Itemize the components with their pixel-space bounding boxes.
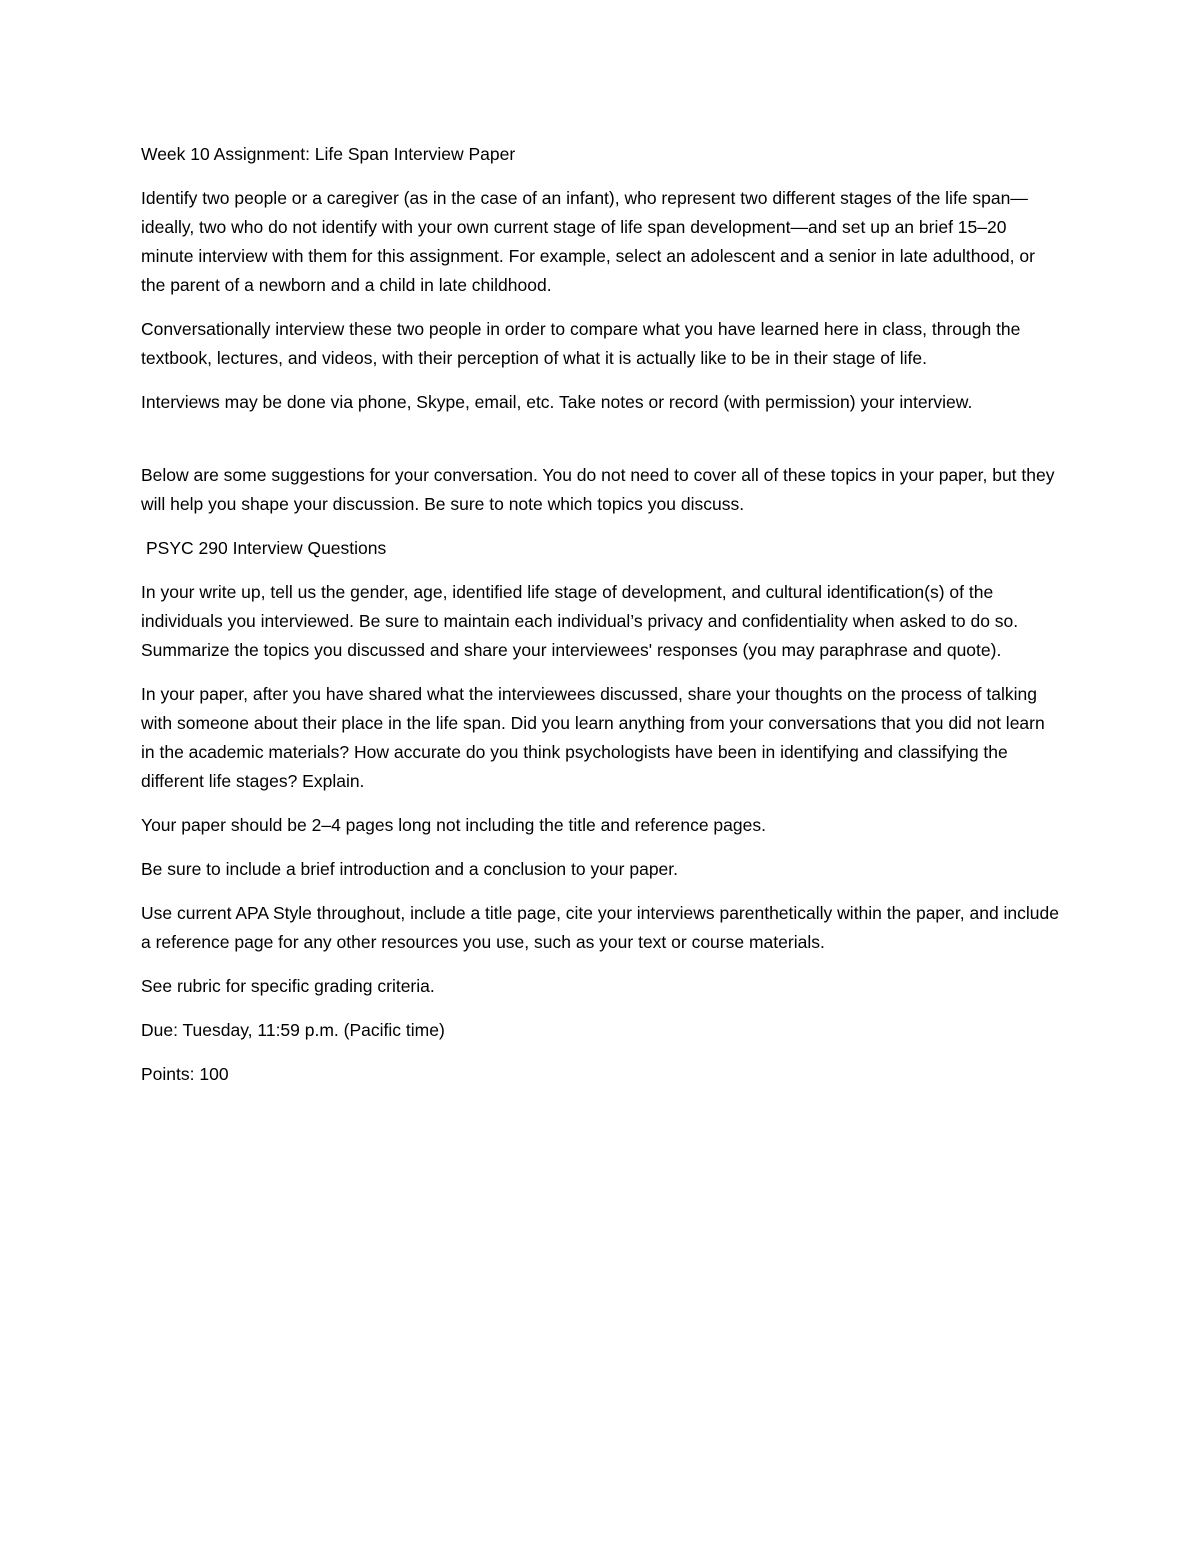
- points: Points: 100: [141, 1064, 229, 1084]
- intro-paragraph-1: Identify two people or a caregiver (as in the case of an infant), who represent two different stages of the life span—ideally, two who do not identify with your own current stage of life span development—and set up an brief 15–20 minute interview with them for this assignment. For example, select an adolescent and a senior in late adulthood, or the parent of a newborn and a child in late childhood.: [141, 188, 1035, 295]
- suggestions-paragraph: Below are some suggestions for your conversation. You do not need to cover all of these topics in your paper, but they will help you shape your discussion. Be sure to note which topics you discuss.: [141, 465, 1055, 514]
- body-paragraph-3: Your paper should be 2–4 pages long not including the title and reference pages.: [141, 815, 766, 835]
- body-paragraph-6: See rubric for specific grading criteria.: [141, 976, 435, 996]
- body-paragraph-2: In your paper, after you have shared what the interviewees discussed, share your thoughts on the process of talking with someone about their place in the life span. Did you learn anything from your conversations that you did not learn in the academic materials? How accurate do you think psychologists have been in identifying and classifying the different life stages? Explain.: [141, 684, 1045, 791]
- document-page: [141, 140, 1061, 1104]
- due-date: Due: Tuesday, 11:59 p.m. (Pacific time): [141, 1020, 445, 1040]
- blank-line: [141, 432, 1061, 461]
- body-paragraph-5: Use current APA Style throughout, include a title page, cite your interviews parenthetically within the paper, and include a reference page for any other resources you use, such as your text or course materials.: [141, 903, 1059, 952]
- body-paragraph-4: Be sure to include a brief introduction and a conclusion to your paper.: [141, 859, 679, 879]
- document-title: Week 10 Assignment: Life Span Interview Paper: [141, 144, 516, 164]
- questions-heading: PSYC 290 Interview Questions: [146, 538, 387, 558]
- intro-paragraph-3: Interviews may be done via phone, Skype, email, etc. Take notes or record (with permission) your interview.: [141, 392, 973, 412]
- body-paragraph-1: In your write up, tell us the gender, age, identified life stage of development, and cultural identification(s) of the individuals you interviewed. Be sure to maintain each individual’s privacy and confidentiality when asked to do so. Summarize the topics you discussed and share your interviewees' responses (you may paraphrase and quote).: [141, 582, 1019, 660]
- intro-paragraph-2: Conversationally interview these two people in order to compare what you have learned here in class, through the textbook, lectures, and videos, with their perception of what it is actually like to be in their stage of life.: [141, 319, 1021, 368]
